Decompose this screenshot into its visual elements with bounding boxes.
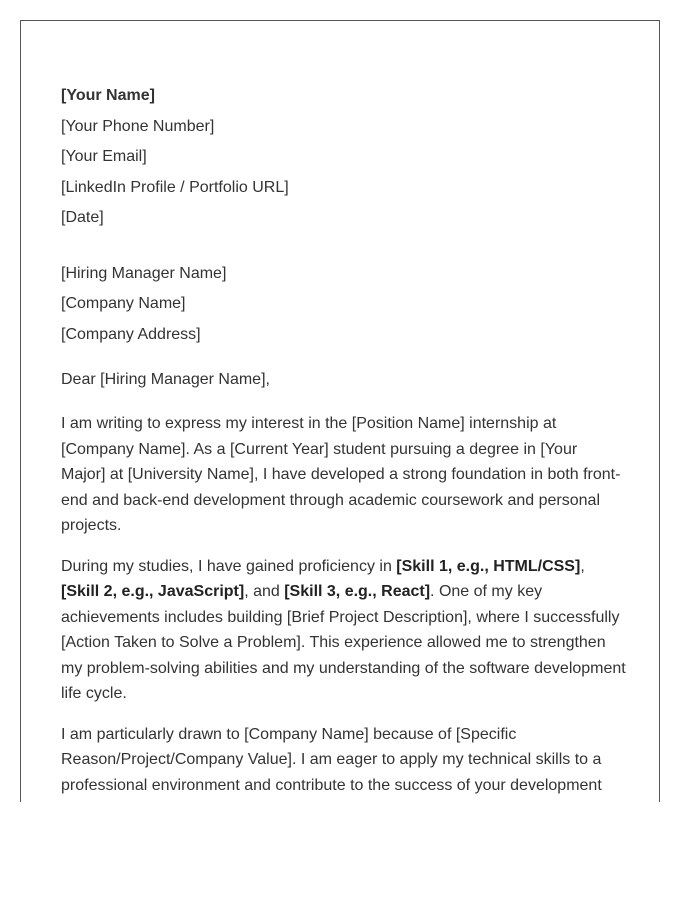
sender-phone: [Your Phone Number]: [61, 117, 215, 135]
recipient-block: [61, 259, 626, 351]
recipient-address: [Company Address]: [61, 325, 201, 343]
skill-3: [Skill 3, e.g., React]: [284, 583, 431, 600]
paragraph-skills: [61, 554, 626, 707]
letter-page: [20, 20, 660, 802]
sender-name: [Your Name]: [61, 87, 155, 104]
paragraph-motivation: I am particularly drawn to [Company Name] because of [Specific Reason/Project/Company Value]. I am eager to apply my technical skills to a professional environment and contribute to the success of your development: [61, 725, 602, 794]
skills-text-3: , and: [244, 583, 285, 600]
skills-text-4: . One of my key achievements includes building [Brief Project Description], where I successfully [Action Taken to Solve a Problem]. This experience allowed me to strengthen my problem-solving abilities and my understanding of the software development life cycle.: [61, 583, 626, 702]
greeting: Dear [Hiring Manager Name],: [61, 371, 270, 388]
skill-2: [Skill 2, e.g., JavaScript]: [61, 583, 245, 600]
letter-date: [Date]: [61, 209, 104, 226]
skill-1: [Skill 1, e.g., HTML/CSS]: [396, 557, 581, 575]
sender-block: [61, 81, 626, 234]
sender-url: [LinkedIn Profile / Portfolio URL]: [61, 178, 289, 196]
paragraph-intro: I am writing to express my interest in the [Position Name] internship at [Company Name]. As a [Current Year] student pursuing a degree in [Your Major] at [University Name], I have developed a strong foundation in both front-end and back-end development through academic coursework and personal projects.: [61, 415, 621, 534]
skills-text-1: During my studies, I have gained proficiency in: [61, 557, 397, 575]
sender-email: [Your Email]: [61, 148, 147, 165]
recipient-company: [Company Name]: [61, 295, 186, 312]
letter-content: [61, 81, 626, 798]
skills-text-2: ,: [580, 557, 585, 575]
recipient-manager: [Hiring Manager Name]: [61, 264, 227, 282]
